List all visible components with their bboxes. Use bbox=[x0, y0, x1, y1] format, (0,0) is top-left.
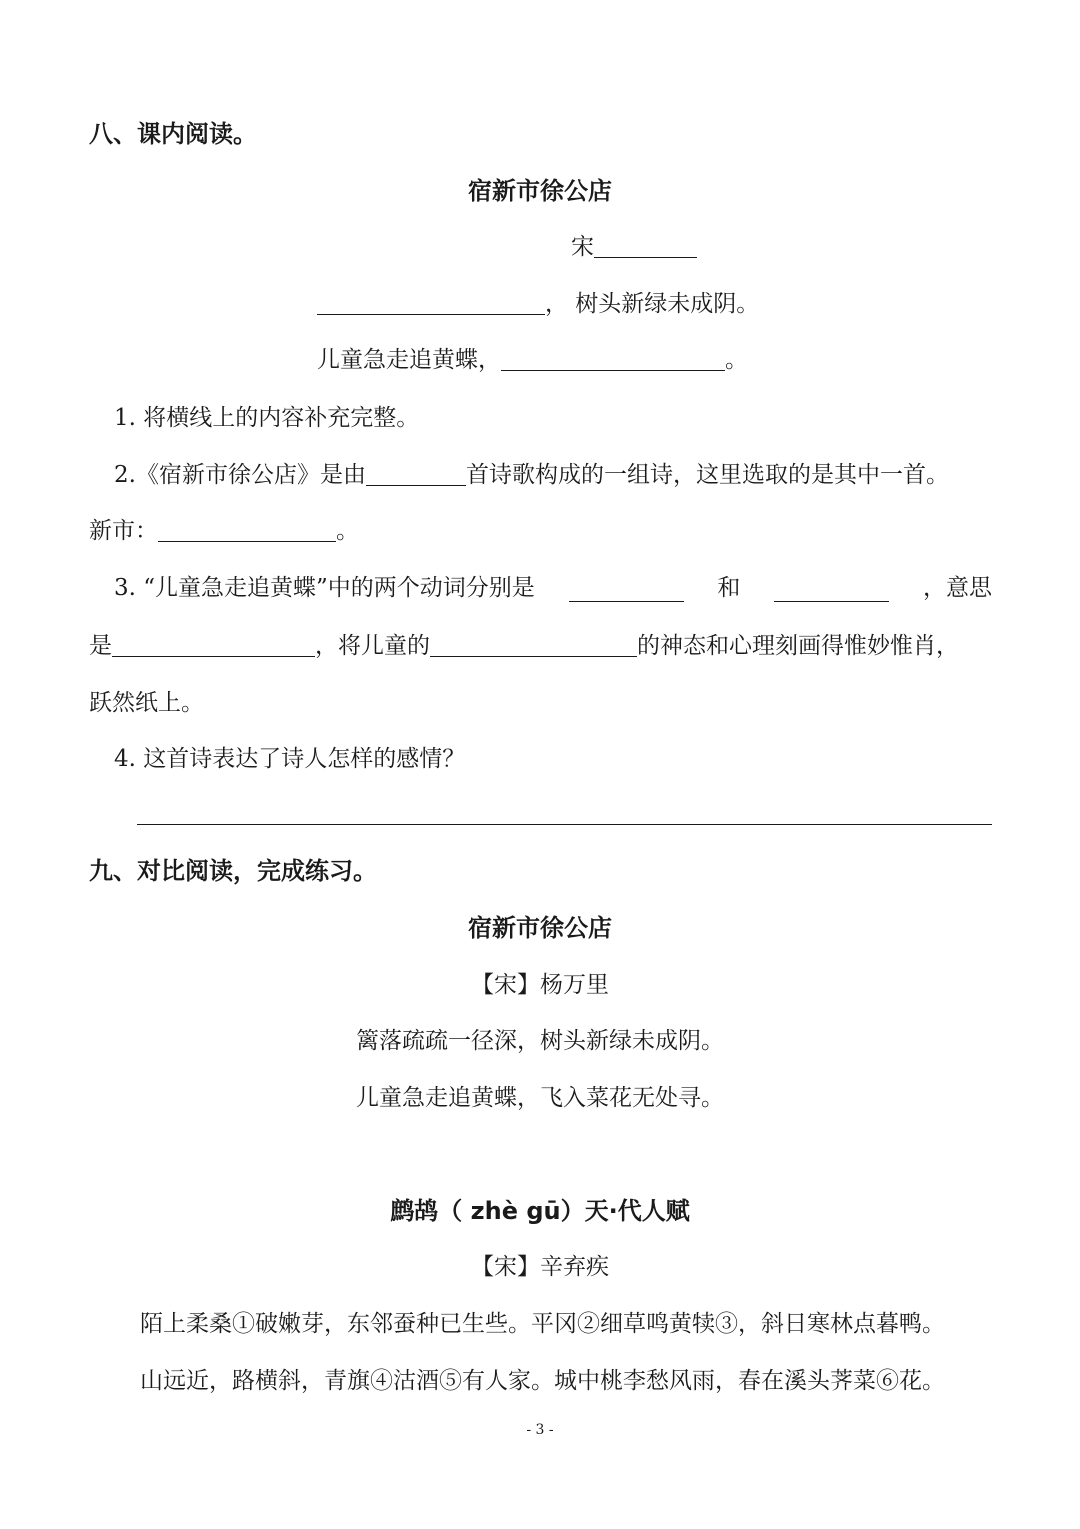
poem1-title: 宿新市徐公店 bbox=[468, 914, 612, 942]
q3-text-e: 的神态和心理刻画得惟妙惟肖， bbox=[637, 633, 959, 659]
q2-text-c: 新市： bbox=[89, 518, 158, 544]
poem-line-1 bbox=[317, 287, 759, 321]
poem1-line: 篱落疏疏一径深，树头新绿未成阴。 bbox=[356, 1028, 724, 1054]
poem1-author: 【宋】杨万里 bbox=[471, 972, 609, 998]
poem-line-2 bbox=[317, 343, 748, 377]
poem1-line: 儿童急走追黄蝶，飞入菜花无处寻。 bbox=[356, 1085, 724, 1111]
line2-end: 。 bbox=[725, 347, 748, 373]
line1-text: ， 树头新绿未成阴。 bbox=[545, 291, 760, 317]
q3-text-c: 是 bbox=[89, 633, 112, 659]
q2-text-b: 首诗歌构成的一组诗，这里选取的是其中一首。 bbox=[465, 462, 949, 488]
question-2-cont bbox=[89, 514, 359, 548]
answer-line[interactable] bbox=[137, 824, 992, 825]
q3-text-d: ，将儿童的 bbox=[315, 633, 430, 659]
line1-blank[interactable] bbox=[317, 288, 545, 315]
question-1: 1. 将横线上的内容补充完整。 bbox=[114, 405, 420, 431]
author-line bbox=[571, 230, 697, 264]
line2-text: 儿童急走追黄蝶， bbox=[317, 347, 501, 373]
poem2-author: 【宋】辛弃疾 bbox=[471, 1254, 609, 1280]
section-9-heading: 九、对比阅读，完成练习。 bbox=[89, 857, 377, 885]
question-3 bbox=[114, 571, 992, 605]
poem2-title: 鹧鸪（ zhè gū）天·代人赋 bbox=[390, 1197, 690, 1225]
dynasty-label: 宋 bbox=[571, 234, 594, 260]
question-4: 4. 这首诗表达了诗人怎样的感情？ bbox=[114, 746, 466, 772]
poem2-line: 山远近，路横斜，青旗④沽酒⑤有人家。城中桃李愁风雨，春在溪头荠菜⑥花。 bbox=[140, 1368, 945, 1394]
q3-verb1-blank[interactable] bbox=[569, 575, 684, 602]
q3-text-a: 3. “儿童急走追黄蝶”中的两个动词分别是 bbox=[114, 575, 535, 601]
q2-count-blank[interactable] bbox=[366, 459, 466, 486]
page-number: - 3 - bbox=[526, 1422, 554, 1438]
q2-text-a: 2.《宿新市徐公店》是由 bbox=[114, 462, 366, 488]
author-blank[interactable] bbox=[594, 231, 697, 258]
section-8-heading: 八、课内阅读。 bbox=[89, 120, 257, 148]
question-3-cont bbox=[89, 629, 959, 663]
q3-text-b: ，意思 bbox=[922, 575, 992, 601]
question-2 bbox=[114, 458, 949, 492]
q2-text-d: 。 bbox=[336, 518, 359, 544]
q2-xinshi-blank[interactable] bbox=[158, 515, 336, 542]
line2-blank[interactable] bbox=[501, 344, 725, 371]
q3-and: 和 bbox=[717, 575, 741, 601]
q3-meaning-blank[interactable] bbox=[112, 630, 315, 657]
question-3-end: 跃然纸上。 bbox=[89, 690, 204, 716]
poem-title: 宿新市徐公店 bbox=[468, 177, 612, 205]
q3-child-blank[interactable] bbox=[430, 630, 637, 657]
q3-verb2-blank[interactable] bbox=[774, 575, 889, 602]
poem2-line: 陌上柔桑①破嫩芽，东邻蚕种已生些。平冈②细草鸣黄犊③，斜日寒林点暮鸭。 bbox=[140, 1311, 945, 1337]
